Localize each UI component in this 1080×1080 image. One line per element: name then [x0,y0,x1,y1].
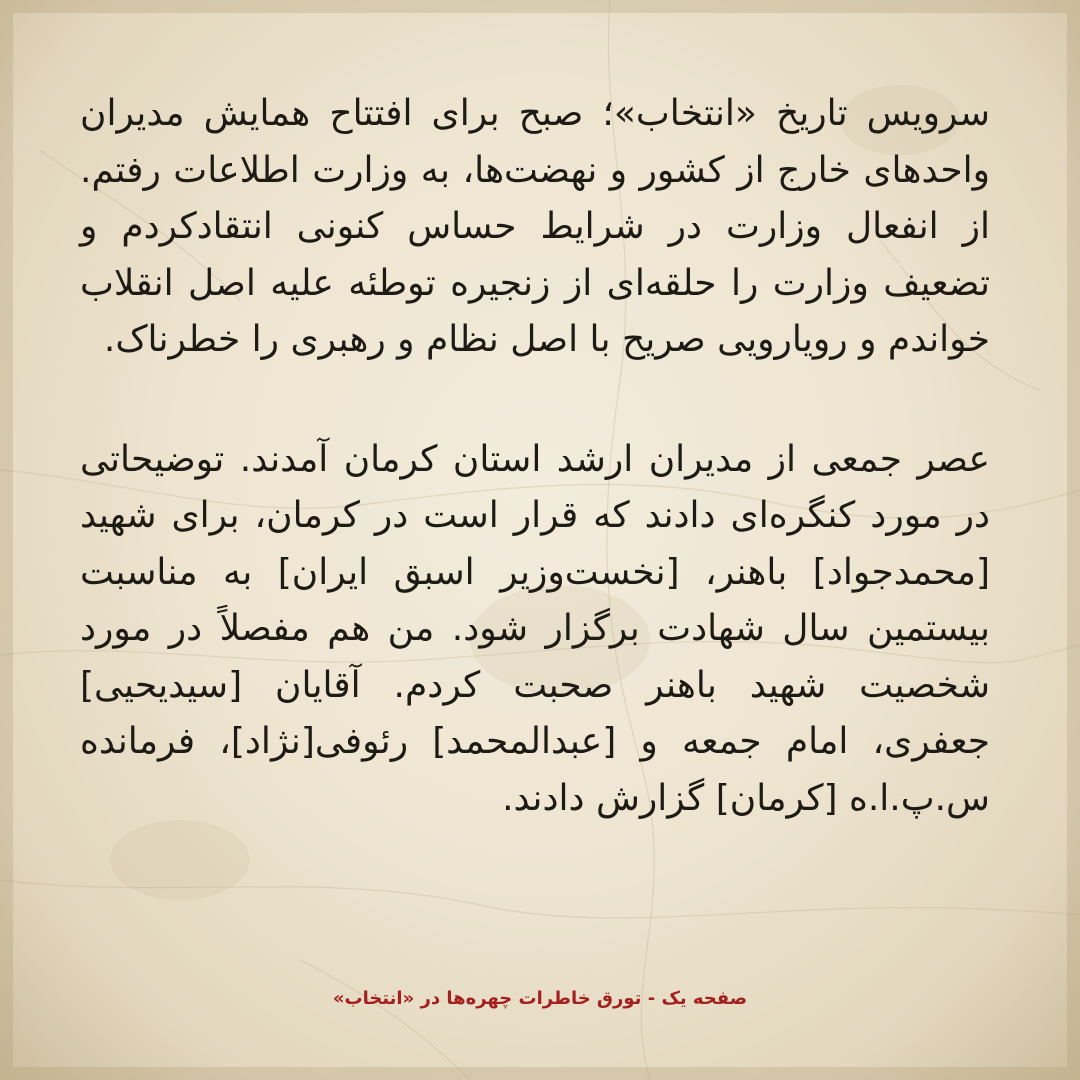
paragraph-morning: سرویس تاریخ «انتخاب»؛ صبح برای افتتاح همایش مدیران واحدهای خارج از کشور و نهضت‌ها، به وزارت اطلاعات رفتم. از انفعال وزارت در شرایط حساس کنونی انتقادکردم و تضعیف وزارت را حلقه‌ای از زنجیره توطئه علیه اصل انقلاب خواندم و رویارویی صریح با اصل نظام و رهبری را خطرناک. [80,93,990,360]
memoir-text-body [80,86,990,827]
paragraph-evening: عصر جمعی از مدیران ارشد استان کرمان آمدند. توضیحاتی در مورد کنگره‌ای دادند که قرار است در کرمان، برای شهید [محمدجواد] باهنر، [نخست‌وزیر اسبق ایران] به مناسبت بیستمین سال شهادت برگزار شود. من هم مفصلاً در مورد شخصیت شهید باهنر صحبت کردم. آقایان [سیدیحیی] جعفری، امام جمعه و [عبدالمحمد] رئوفی[نژاد]، فرمانده س.پ.ا.ه [کرمان] گزارش دادند. [80,438,990,819]
footer-caption: صفحه یک - تورق خاطرات چهره‌ها در «انتخاب» [332,988,748,1009]
